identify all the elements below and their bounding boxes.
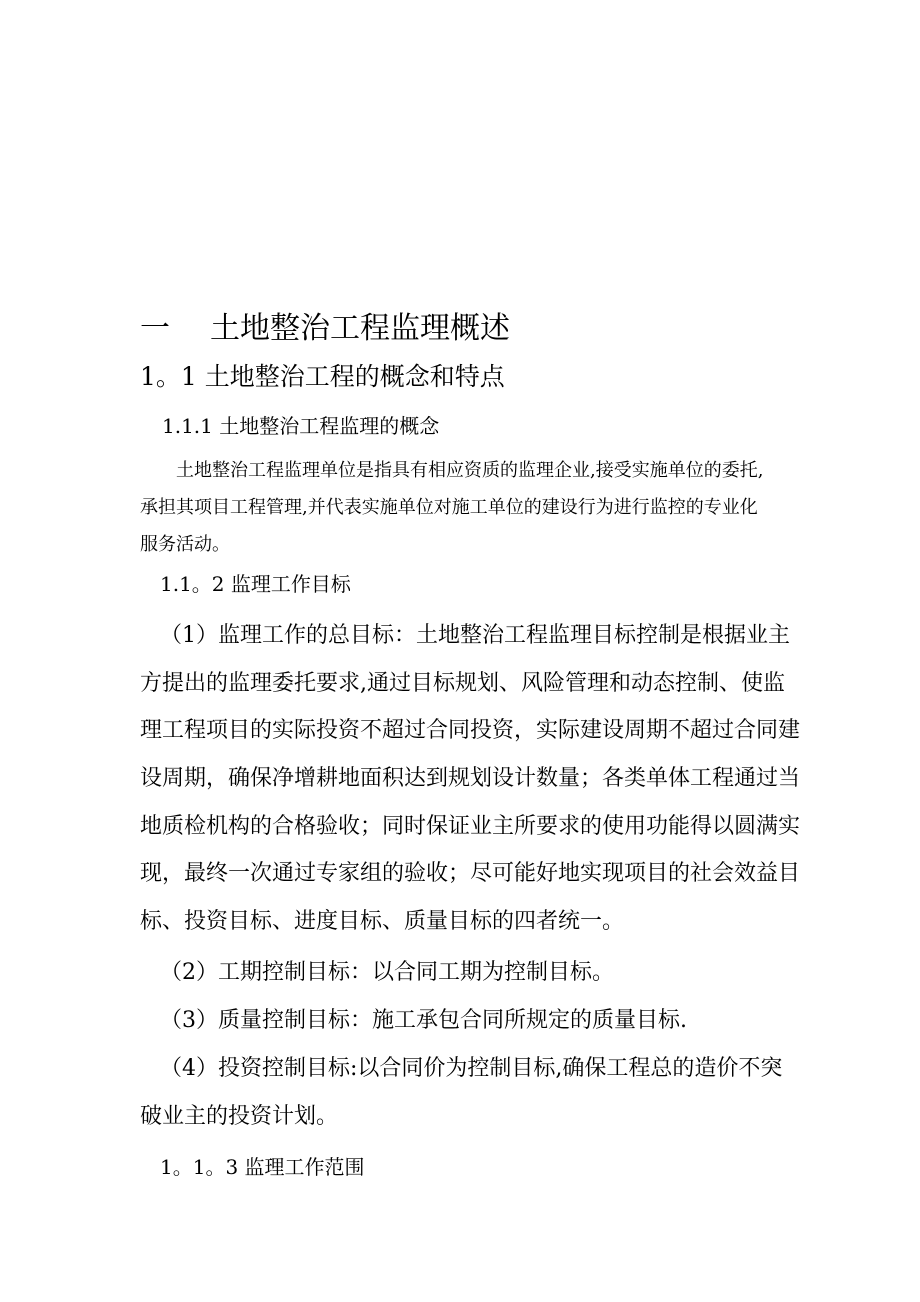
goal1-line: 现，最终一次通过专家组的验收；尽可能好地实现项目的社会效益目	[140, 861, 801, 886]
section-title: 土地整治工程监理概述	[210, 311, 510, 346]
s112-heading: 1.1。2 监理工作目标	[160, 572, 351, 596]
s111-heading: 1.1.1 土地整治工程监理的概念	[162, 414, 440, 438]
goal1-line: 设周期，确保净增耕地面积达到规划设计数量；各类单体工程通过当	[140, 766, 801, 791]
s111-paragraph-line: 服务活动。	[140, 534, 230, 555]
section-number: 一	[140, 311, 170, 346]
goal2-line: （2）工期控制目标：以合同工期为控制目标。	[160, 960, 614, 985]
goal4-line: （4）投资控制目标:以合同价为控制目标,确保工程总的造价不突	[160, 1056, 783, 1081]
goal3-line: （3）质量控制目标：施工承包合同所规定的质量目标.	[160, 1008, 687, 1033]
goal1-line: 理工程项目的实际投资不超过合同投资，实际建设周期不超过合同建	[140, 718, 801, 743]
goal1-line: （1）监理工作的总目标：土地整治工程监理目标控制是根据业主	[160, 623, 790, 648]
goal1-line: 标、投资目标、进度目标、质量目标的四者统一。	[140, 909, 625, 934]
s111-paragraph-line: 土地整治工程监理单位是指具有相应资质的监理企业,接受实施单位的委托,	[176, 460, 764, 481]
s111-paragraph-line: 承担其项目工程管理,并代表实施单位对施工单位的建设行为进行监控的专业化	[140, 497, 758, 518]
goal1-line: 地质检机构的合格验收；同时保证业主所要求的使用功能得以圆满实	[140, 814, 801, 839]
goal4-line: 破业主的投资计划。	[140, 1104, 339, 1129]
goal1-line: 方提出的监理委托要求,通过目标规划、风险管理和动态控制、使监	[140, 671, 785, 696]
subsection-title: 1。1 土地整治工程的概念和特点	[140, 362, 505, 391]
s113-heading: 1。1。3 监理工作范围	[160, 1155, 365, 1179]
